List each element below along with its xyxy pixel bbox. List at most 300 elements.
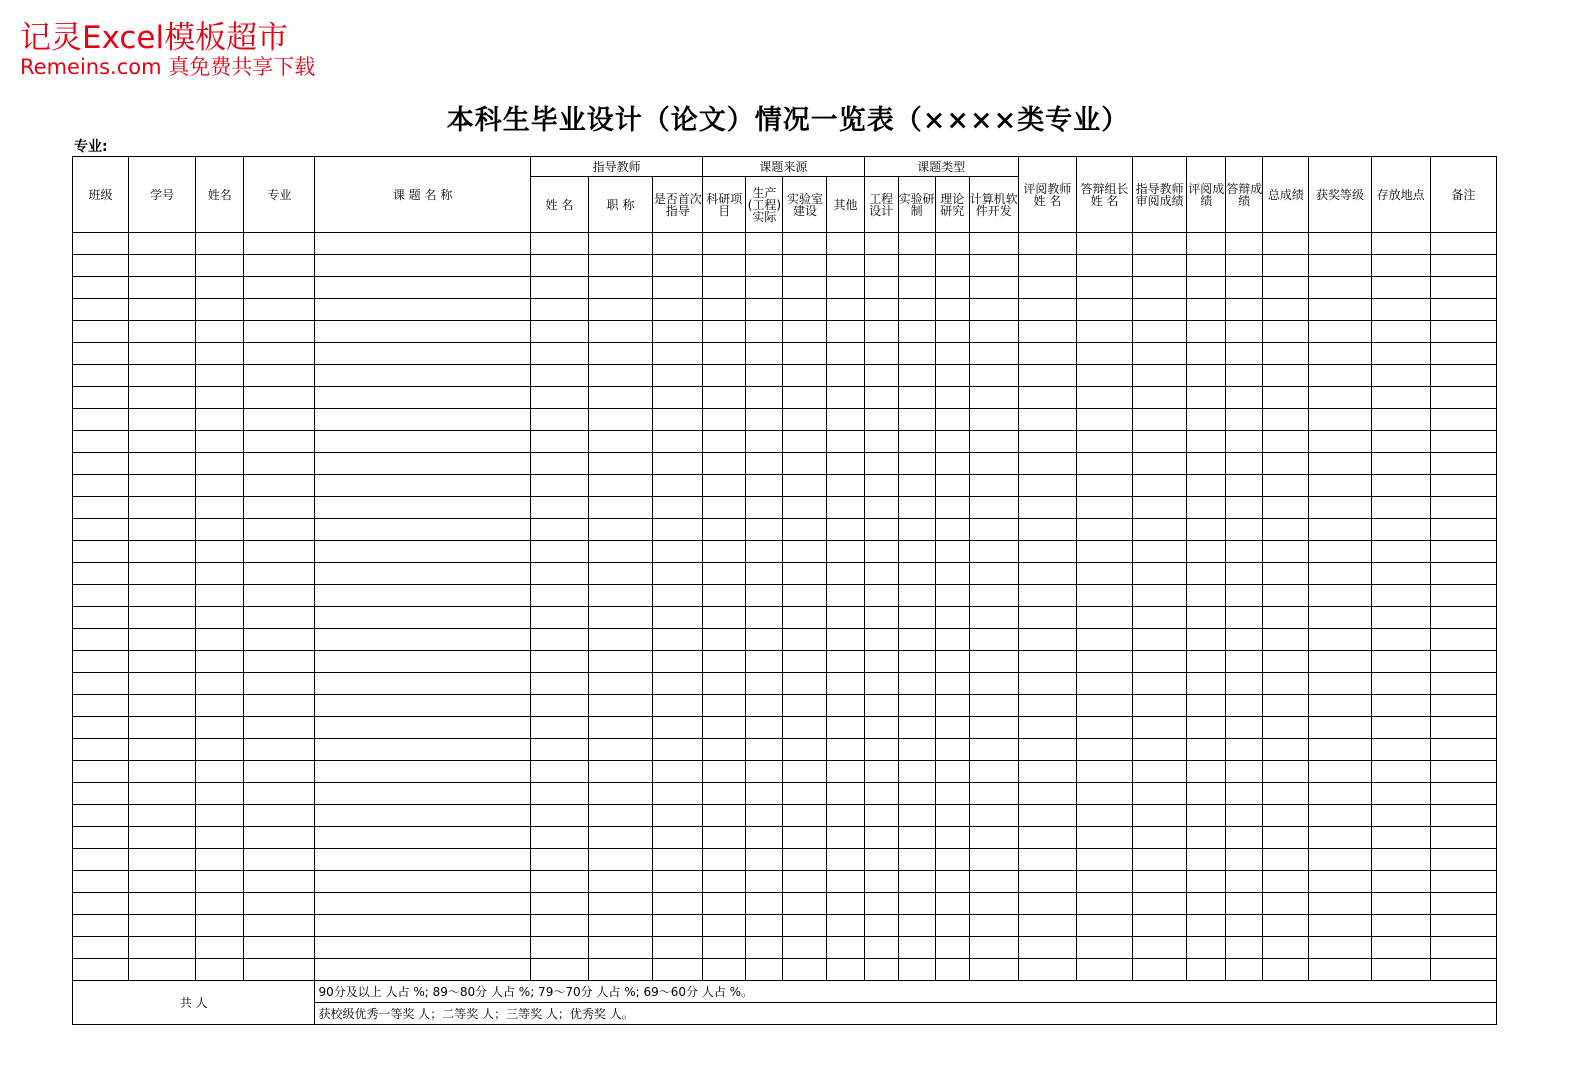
- table-cell[interactable]: [1371, 321, 1430, 343]
- table-cell[interactable]: [1430, 871, 1496, 893]
- table-cell[interactable]: [1430, 475, 1496, 497]
- table-cell[interactable]: [1076, 255, 1132, 277]
- table-cell[interactable]: [703, 717, 746, 739]
- table-cell[interactable]: [1076, 959, 1132, 981]
- table-cell[interactable]: [196, 321, 244, 343]
- table-cell[interactable]: [969, 607, 1018, 629]
- table-cell[interactable]: [315, 849, 530, 871]
- table-cell[interactable]: [244, 717, 315, 739]
- table-cell[interactable]: [827, 299, 864, 321]
- table-cell[interactable]: [73, 739, 129, 761]
- table-cell[interactable]: [1309, 233, 1371, 255]
- table-cell[interactable]: [1018, 431, 1076, 453]
- table-cell[interactable]: [653, 607, 703, 629]
- table-cell[interactable]: [1226, 893, 1263, 915]
- table-cell[interactable]: [783, 915, 827, 937]
- table-cell[interactable]: [969, 827, 1018, 849]
- table-cell[interactable]: [244, 365, 315, 387]
- table-cell[interactable]: [1309, 761, 1371, 783]
- table-cell[interactable]: [1133, 761, 1187, 783]
- table-cell[interactable]: [864, 277, 898, 299]
- table-cell[interactable]: [1371, 783, 1430, 805]
- table-cell[interactable]: [935, 431, 969, 453]
- table-cell[interactable]: [898, 585, 935, 607]
- table-cell[interactable]: [315, 277, 530, 299]
- table-cell[interactable]: [129, 805, 196, 827]
- table-cell[interactable]: [129, 607, 196, 629]
- table-cell[interactable]: [827, 497, 864, 519]
- table-cell[interactable]: [1133, 475, 1187, 497]
- table-cell[interactable]: [315, 387, 530, 409]
- table-cell[interactable]: [315, 893, 530, 915]
- table-cell[interactable]: [244, 541, 315, 563]
- table-cell[interactable]: [1430, 783, 1496, 805]
- table-cell[interactable]: [783, 277, 827, 299]
- table-cell[interactable]: [1263, 365, 1309, 387]
- table-cell[interactable]: [653, 937, 703, 959]
- table-cell[interactable]: [530, 937, 588, 959]
- table-cell[interactable]: [1371, 871, 1430, 893]
- table-cell[interactable]: [530, 827, 588, 849]
- table-cell[interactable]: [1133, 233, 1187, 255]
- table-cell[interactable]: [935, 299, 969, 321]
- table-cell[interactable]: [935, 321, 969, 343]
- table-cell[interactable]: [196, 387, 244, 409]
- table-cell[interactable]: [783, 453, 827, 475]
- table-cell[interactable]: [827, 541, 864, 563]
- table-cell[interactable]: [703, 233, 746, 255]
- table-cell[interactable]: [1187, 827, 1226, 849]
- table-cell[interactable]: [530, 497, 588, 519]
- table-cell[interactable]: [315, 717, 530, 739]
- table-cell[interactable]: [935, 871, 969, 893]
- table-cell[interactable]: [1187, 629, 1226, 651]
- table-cell[interactable]: [969, 387, 1018, 409]
- table-cell[interactable]: [1309, 893, 1371, 915]
- table-cell[interactable]: [244, 761, 315, 783]
- table-cell[interactable]: [73, 299, 129, 321]
- table-cell[interactable]: [196, 585, 244, 607]
- table-cell[interactable]: [1309, 585, 1371, 607]
- table-cell[interactable]: [1309, 563, 1371, 585]
- table-cell[interactable]: [196, 607, 244, 629]
- table-cell[interactable]: [827, 739, 864, 761]
- table-cell[interactable]: [530, 805, 588, 827]
- table-cell[interactable]: [1187, 849, 1226, 871]
- table-cell[interactable]: [244, 585, 315, 607]
- table-cell[interactable]: [1133, 849, 1187, 871]
- table-cell[interactable]: [73, 871, 129, 893]
- table-cell[interactable]: [73, 365, 129, 387]
- table-cell[interactable]: [196, 343, 244, 365]
- table-cell[interactable]: [864, 893, 898, 915]
- table-cell[interactable]: [783, 937, 827, 959]
- table-cell[interactable]: [1076, 651, 1132, 673]
- table-cell[interactable]: [1430, 761, 1496, 783]
- table-cell[interactable]: [1076, 585, 1132, 607]
- table-cell[interactable]: [73, 387, 129, 409]
- table-cell[interactable]: [1018, 497, 1076, 519]
- table-cell[interactable]: [1263, 475, 1309, 497]
- table-cell[interactable]: [1133, 497, 1187, 519]
- table-cell[interactable]: [783, 827, 827, 849]
- table-cell[interactable]: [1371, 519, 1430, 541]
- table-cell[interactable]: [1263, 849, 1309, 871]
- table-cell[interactable]: [969, 453, 1018, 475]
- table-cell[interactable]: [864, 827, 898, 849]
- table-cell[interactable]: [196, 827, 244, 849]
- table-cell[interactable]: [530, 739, 588, 761]
- table-cell[interactable]: [315, 519, 530, 541]
- table-cell[interactable]: [1309, 387, 1371, 409]
- table-cell[interactable]: [1263, 321, 1309, 343]
- table-cell[interactable]: [1018, 717, 1076, 739]
- table-cell[interactable]: [1076, 761, 1132, 783]
- table-cell[interactable]: [653, 409, 703, 431]
- table-cell[interactable]: [898, 475, 935, 497]
- table-cell[interactable]: [1226, 321, 1263, 343]
- table-cell[interactable]: [746, 915, 783, 937]
- table-cell[interactable]: [315, 409, 530, 431]
- table-cell[interactable]: [73, 453, 129, 475]
- table-cell[interactable]: [129, 387, 196, 409]
- table-cell[interactable]: [1018, 629, 1076, 651]
- table-cell[interactable]: [196, 299, 244, 321]
- table-cell[interactable]: [864, 937, 898, 959]
- table-cell[interactable]: [653, 695, 703, 717]
- table-cell[interactable]: [1133, 871, 1187, 893]
- table-cell[interactable]: [244, 915, 315, 937]
- table-cell[interactable]: [1226, 871, 1263, 893]
- table-cell[interactable]: [315, 585, 530, 607]
- table-cell[interactable]: [73, 607, 129, 629]
- table-cell[interactable]: [1430, 607, 1496, 629]
- table-cell[interactable]: [1076, 783, 1132, 805]
- table-cell[interactable]: [898, 409, 935, 431]
- table-cell[interactable]: [1018, 233, 1076, 255]
- table-cell[interactable]: [1226, 585, 1263, 607]
- table-cell[interactable]: [196, 431, 244, 453]
- table-cell[interactable]: [244, 739, 315, 761]
- table-cell[interactable]: [196, 739, 244, 761]
- table-cell[interactable]: [935, 255, 969, 277]
- table-cell[interactable]: [864, 849, 898, 871]
- table-cell[interactable]: [530, 233, 588, 255]
- table-cell[interactable]: [827, 651, 864, 673]
- table-cell[interactable]: [1133, 255, 1187, 277]
- table-cell[interactable]: [1133, 959, 1187, 981]
- table-cell[interactable]: [530, 915, 588, 937]
- table-cell[interactable]: [1263, 629, 1309, 651]
- table-cell[interactable]: [73, 629, 129, 651]
- table-cell[interactable]: [935, 915, 969, 937]
- table-cell[interactable]: [129, 233, 196, 255]
- table-cell[interactable]: [315, 365, 530, 387]
- table-cell[interactable]: [898, 849, 935, 871]
- table-cell[interactable]: [196, 761, 244, 783]
- table-cell[interactable]: [129, 827, 196, 849]
- table-cell[interactable]: [244, 387, 315, 409]
- table-cell[interactable]: [703, 849, 746, 871]
- table-cell[interactable]: [1187, 277, 1226, 299]
- table-cell[interactable]: [827, 805, 864, 827]
- table-cell[interactable]: [969, 431, 1018, 453]
- table-cell[interactable]: [1371, 299, 1430, 321]
- table-cell[interactable]: [898, 233, 935, 255]
- table-cell[interactable]: [1187, 233, 1226, 255]
- table-cell[interactable]: [864, 255, 898, 277]
- table-cell[interactable]: [898, 871, 935, 893]
- table-cell[interactable]: [244, 629, 315, 651]
- table-cell[interactable]: [864, 321, 898, 343]
- table-cell[interactable]: [1371, 585, 1430, 607]
- table-cell[interactable]: [196, 937, 244, 959]
- table-cell[interactable]: [746, 321, 783, 343]
- table-cell[interactable]: [1018, 409, 1076, 431]
- table-cell[interactable]: [1018, 695, 1076, 717]
- table-cell[interactable]: [244, 871, 315, 893]
- table-cell[interactable]: [1430, 365, 1496, 387]
- table-cell[interactable]: [315, 871, 530, 893]
- table-cell[interactable]: [703, 541, 746, 563]
- table-cell[interactable]: [864, 563, 898, 585]
- table-cell[interactable]: [589, 585, 653, 607]
- table-cell[interactable]: [1133, 365, 1187, 387]
- table-cell[interactable]: [1309, 321, 1371, 343]
- table-cell[interactable]: [935, 783, 969, 805]
- table-cell[interactable]: [1226, 497, 1263, 519]
- table-cell[interactable]: [1263, 607, 1309, 629]
- table-cell[interactable]: [589, 827, 653, 849]
- table-cell[interactable]: [746, 827, 783, 849]
- table-cell[interactable]: [589, 409, 653, 431]
- table-cell[interactable]: [864, 365, 898, 387]
- table-cell[interactable]: [653, 519, 703, 541]
- table-cell[interactable]: [1133, 739, 1187, 761]
- table-cell[interactable]: [864, 651, 898, 673]
- table-cell[interactable]: [1187, 519, 1226, 541]
- table-cell[interactable]: [589, 453, 653, 475]
- table-cell[interactable]: [244, 651, 315, 673]
- table-cell[interactable]: [1371, 563, 1430, 585]
- table-cell[interactable]: [73, 717, 129, 739]
- table-cell[interactable]: [1309, 651, 1371, 673]
- table-cell[interactable]: [898, 629, 935, 651]
- table-cell[interactable]: [1018, 475, 1076, 497]
- table-cell[interactable]: [73, 233, 129, 255]
- table-cell[interactable]: [653, 805, 703, 827]
- table-cell[interactable]: [1226, 343, 1263, 365]
- table-cell[interactable]: [1187, 959, 1226, 981]
- table-cell[interactable]: [589, 255, 653, 277]
- table-cell[interactable]: [1309, 739, 1371, 761]
- table-cell[interactable]: [1133, 519, 1187, 541]
- table-cell[interactable]: [864, 233, 898, 255]
- table-cell[interactable]: [783, 409, 827, 431]
- table-cell[interactable]: [703, 343, 746, 365]
- table-cell[interactable]: [1076, 519, 1132, 541]
- table-cell[interactable]: [827, 629, 864, 651]
- table-cell[interactable]: [746, 739, 783, 761]
- table-cell[interactable]: [196, 805, 244, 827]
- table-cell[interactable]: [1018, 453, 1076, 475]
- table-cell[interactable]: [864, 475, 898, 497]
- table-cell[interactable]: [1133, 299, 1187, 321]
- table-cell[interactable]: [1309, 541, 1371, 563]
- table-cell[interactable]: [1371, 937, 1430, 959]
- table-cell[interactable]: [1226, 937, 1263, 959]
- table-cell[interactable]: [1018, 519, 1076, 541]
- table-cell[interactable]: [1133, 805, 1187, 827]
- table-cell[interactable]: [530, 277, 588, 299]
- table-cell[interactable]: [827, 365, 864, 387]
- table-cell[interactable]: [783, 585, 827, 607]
- table-cell[interactable]: [196, 651, 244, 673]
- table-cell[interactable]: [783, 365, 827, 387]
- table-cell[interactable]: [1018, 343, 1076, 365]
- table-cell[interactable]: [703, 695, 746, 717]
- table-cell[interactable]: [129, 343, 196, 365]
- table-cell[interactable]: [589, 475, 653, 497]
- table-cell[interactable]: [827, 563, 864, 585]
- table-cell[interactable]: [864, 299, 898, 321]
- table-cell[interactable]: [1018, 321, 1076, 343]
- table-cell[interactable]: [864, 519, 898, 541]
- table-cell[interactable]: [1371, 761, 1430, 783]
- table-cell[interactable]: [1430, 343, 1496, 365]
- table-cell[interactable]: [1226, 651, 1263, 673]
- table-cell[interactable]: [703, 321, 746, 343]
- table-cell[interactable]: [746, 937, 783, 959]
- table-cell[interactable]: [1226, 629, 1263, 651]
- table-cell[interactable]: [1133, 607, 1187, 629]
- table-cell[interactable]: [196, 541, 244, 563]
- table-cell[interactable]: [653, 233, 703, 255]
- table-cell[interactable]: [783, 959, 827, 981]
- table-cell[interactable]: [746, 871, 783, 893]
- table-cell[interactable]: [129, 893, 196, 915]
- table-cell[interactable]: [864, 871, 898, 893]
- table-cell[interactable]: [73, 893, 129, 915]
- table-cell[interactable]: [1430, 893, 1496, 915]
- table-cell[interactable]: [864, 497, 898, 519]
- table-cell[interactable]: [783, 673, 827, 695]
- table-cell[interactable]: [1371, 409, 1430, 431]
- table-cell[interactable]: [935, 761, 969, 783]
- table-cell[interactable]: [315, 739, 530, 761]
- table-cell[interactable]: [129, 739, 196, 761]
- table-cell[interactable]: [1430, 937, 1496, 959]
- table-cell[interactable]: [898, 387, 935, 409]
- table-cell[interactable]: [73, 585, 129, 607]
- table-cell[interactable]: [1371, 805, 1430, 827]
- table-cell[interactable]: [1076, 893, 1132, 915]
- table-cell[interactable]: [1133, 673, 1187, 695]
- table-cell[interactable]: [935, 585, 969, 607]
- table-cell[interactable]: [898, 563, 935, 585]
- table-cell[interactable]: [827, 695, 864, 717]
- table-cell[interactable]: [1187, 937, 1226, 959]
- table-cell[interactable]: [1371, 893, 1430, 915]
- table-cell[interactable]: [746, 409, 783, 431]
- table-cell[interactable]: [1309, 717, 1371, 739]
- table-cell[interactable]: [1371, 673, 1430, 695]
- table-cell[interactable]: [1309, 959, 1371, 981]
- table-cell[interactable]: [1309, 695, 1371, 717]
- table-cell[interactable]: [244, 893, 315, 915]
- table-cell[interactable]: [1018, 299, 1076, 321]
- table-cell[interactable]: [1430, 431, 1496, 453]
- table-cell[interactable]: [1076, 365, 1132, 387]
- table-cell[interactable]: [1263, 541, 1309, 563]
- table-cell[interactable]: [1133, 651, 1187, 673]
- table-cell[interactable]: [969, 365, 1018, 387]
- table-cell[interactable]: [827, 233, 864, 255]
- table-cell[interactable]: [1187, 805, 1226, 827]
- table-cell[interactable]: [783, 717, 827, 739]
- table-cell[interactable]: [530, 717, 588, 739]
- table-cell[interactable]: [783, 805, 827, 827]
- table-cell[interactable]: [827, 827, 864, 849]
- table-cell[interactable]: [1076, 497, 1132, 519]
- table-cell[interactable]: [1309, 277, 1371, 299]
- table-cell[interactable]: [935, 563, 969, 585]
- table-cell[interactable]: [746, 343, 783, 365]
- table-cell[interactable]: [1309, 431, 1371, 453]
- table-cell[interactable]: [783, 607, 827, 629]
- table-cell[interactable]: [827, 321, 864, 343]
- table-cell[interactable]: [1226, 387, 1263, 409]
- table-cell[interactable]: [315, 805, 530, 827]
- table-cell[interactable]: [244, 277, 315, 299]
- table-cell[interactable]: [589, 519, 653, 541]
- table-cell[interactable]: [589, 431, 653, 453]
- table-cell[interactable]: [653, 365, 703, 387]
- table-cell[interactable]: [196, 783, 244, 805]
- table-cell[interactable]: [196, 563, 244, 585]
- table-cell[interactable]: [129, 475, 196, 497]
- table-cell[interactable]: [935, 849, 969, 871]
- table-cell[interactable]: [244, 695, 315, 717]
- table-cell[interactable]: [589, 541, 653, 563]
- table-cell[interactable]: [1076, 431, 1132, 453]
- table-cell[interactable]: [1187, 893, 1226, 915]
- table-cell[interactable]: [703, 673, 746, 695]
- table-cell[interactable]: [589, 805, 653, 827]
- table-cell[interactable]: [703, 805, 746, 827]
- table-cell[interactable]: [1226, 365, 1263, 387]
- table-cell[interactable]: [1263, 409, 1309, 431]
- table-cell[interactable]: [935, 827, 969, 849]
- table-cell[interactable]: [1430, 321, 1496, 343]
- table-cell[interactable]: [898, 673, 935, 695]
- table-cell[interactable]: [589, 871, 653, 893]
- table-cell[interactable]: [1309, 255, 1371, 277]
- table-cell[interactable]: [783, 871, 827, 893]
- table-cell[interactable]: [129, 673, 196, 695]
- table-cell[interactable]: [1430, 827, 1496, 849]
- table-cell[interactable]: [1076, 871, 1132, 893]
- table-cell[interactable]: [1187, 695, 1226, 717]
- table-cell[interactable]: [783, 431, 827, 453]
- table-cell[interactable]: [827, 761, 864, 783]
- table-cell[interactable]: [1263, 893, 1309, 915]
- table-cell[interactable]: [898, 277, 935, 299]
- table-cell[interactable]: [1263, 673, 1309, 695]
- table-cell[interactable]: [969, 959, 1018, 981]
- table-cell[interactable]: [129, 849, 196, 871]
- table-cell[interactable]: [1226, 827, 1263, 849]
